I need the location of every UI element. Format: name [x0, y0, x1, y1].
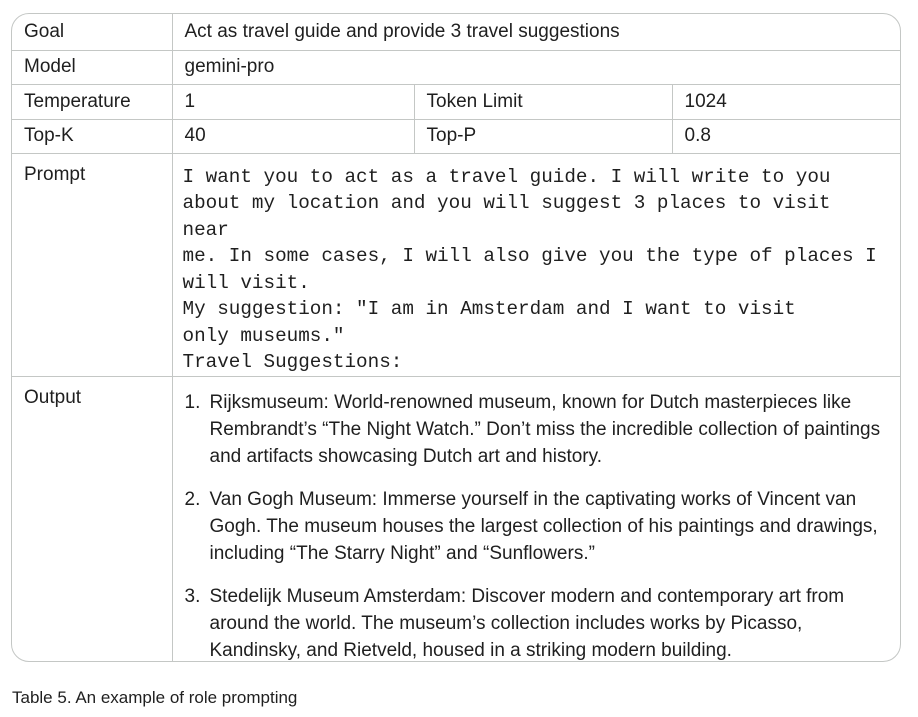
top-p-value: 0.8	[672, 119, 900, 153]
prompt-text: I want you to act as a travel guide. I will write to you about my location and you will suggest 3 places to visit near me. In some cases, I will also give you the type of places I will visit. My suggestion: "I am in Amsterdam and I want to visit only museums." Travel Suggestions:	[182, 165, 877, 373]
table-grid	[12, 14, 900, 662]
list-item-number: 2.	[184, 488, 201, 510]
list-item-text: Stedelijk Museum Amsterdam: Discover modern and contemporary art from around the world. The museum’s collection includes works by Picasso, Kandinsky, and Rietveld, housed in a striking modern building.	[209, 585, 845, 661]
table-row-goal	[12, 14, 900, 50]
table-row-model	[12, 50, 900, 84]
output-list	[185, 389, 887, 663]
output-label: Output	[12, 376, 172, 662]
temperature-value: 1	[172, 84, 414, 119]
temperature-label: Temperature	[12, 84, 172, 119]
top-p-label: Top-P	[414, 119, 672, 153]
list-item	[185, 583, 887, 663]
list-item-number: 1.	[184, 391, 201, 413]
goal-value: Act as travel guide and provide 3 travel suggestions	[172, 14, 900, 50]
table-row-temperature	[12, 84, 900, 119]
model-label: Model	[12, 50, 172, 84]
list-item-text: Van Gogh Museum: Immerse yourself in the captivating works of Vincent van Gogh. The museum houses the largest collection of his paintings and drawings, including “The Starry Night” and “Sunflowers.”	[209, 488, 878, 564]
list-item-number: 3.	[184, 585, 201, 607]
prompt-label: Prompt	[12, 153, 172, 376]
top-k-value: 40	[172, 119, 414, 153]
model-value: gemini-pro	[172, 50, 900, 84]
token-limit-value: 1024	[672, 84, 900, 119]
output-cell	[172, 376, 900, 662]
list-item-text: Rijksmuseum: World-renowned museum, known for Dutch masterpieces like Rembrandt’s “The Night Watch.” Don’t miss the incredible collection of paintings and artifacts showcasing Dutch art and history.	[209, 391, 881, 467]
token-limit-label: Token Limit	[414, 84, 672, 119]
table-row-output	[12, 376, 900, 662]
top-k-label: Top-K	[12, 119, 172, 153]
table-caption: Table 5. An example of role prompting	[12, 688, 298, 707]
table-row-prompt	[12, 153, 900, 376]
list-item	[185, 486, 887, 567]
table-row-top-k	[12, 119, 900, 153]
list-item	[185, 389, 887, 470]
prompt-cell	[172, 153, 900, 376]
prompt-example-table	[11, 13, 901, 662]
goal-label: Goal	[12, 14, 172, 50]
